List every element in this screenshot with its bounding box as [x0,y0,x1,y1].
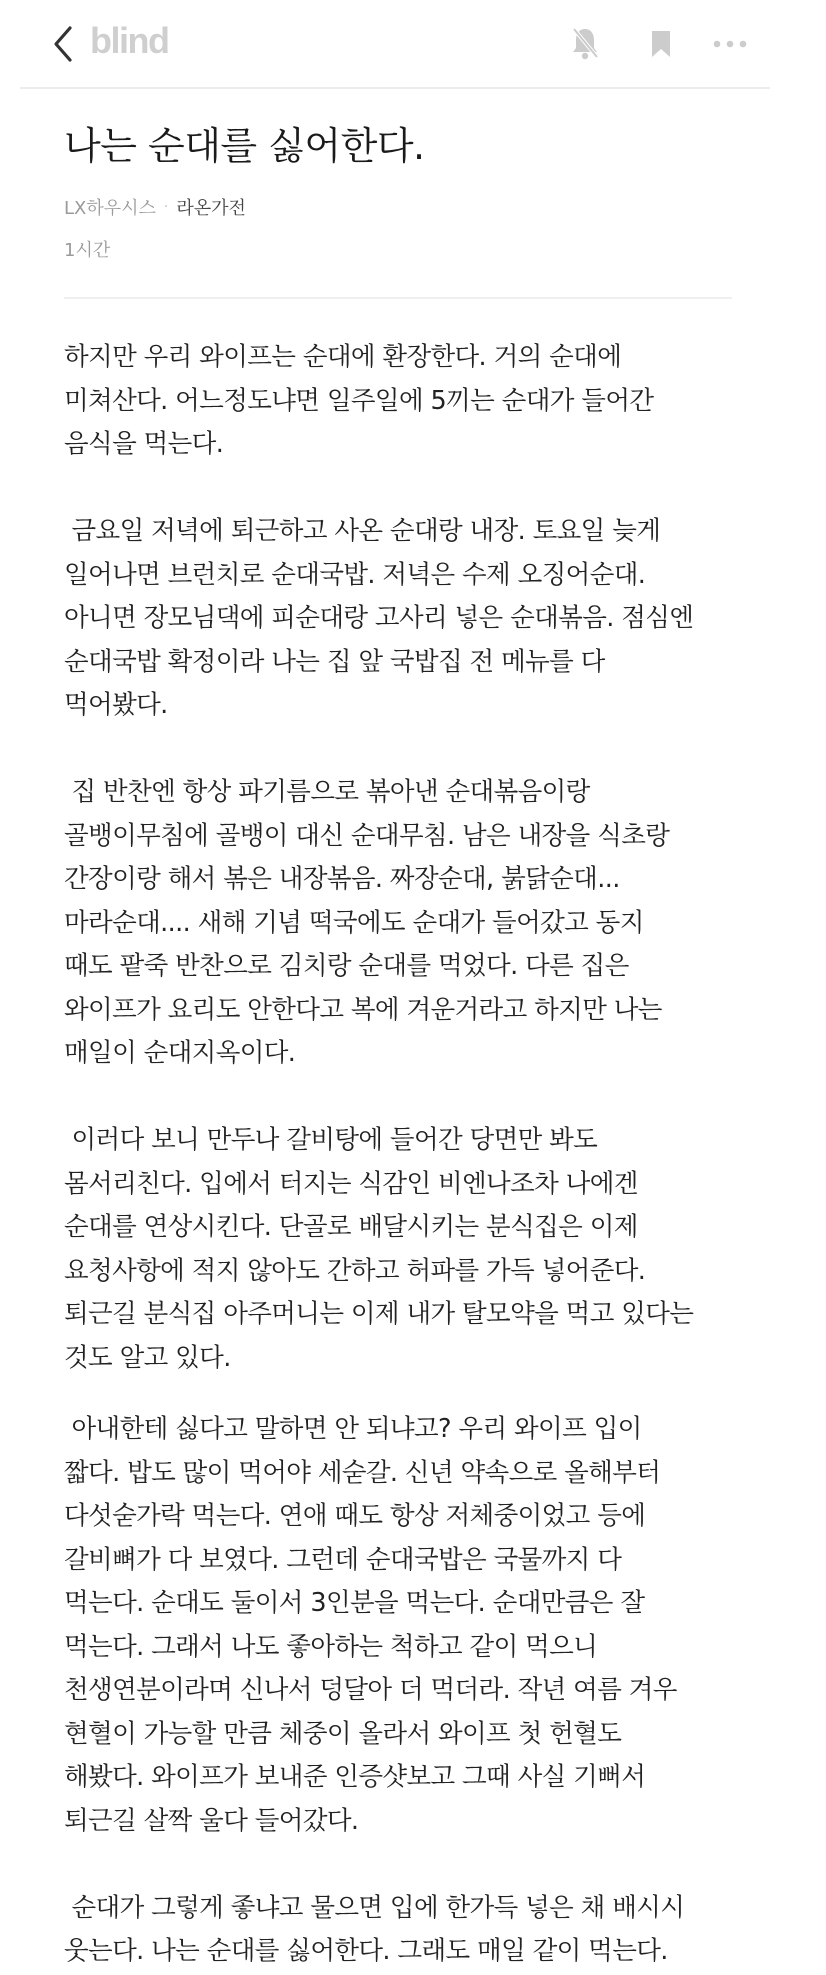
bell-off-icon [570,26,600,62]
text-line: 다섯숟가락 먹는다. 연애 때도 항상 저체중이었고 등에 [64,1501,646,1531]
text-line: 웃는다. 나는 순대를 싫어한다. 그래도 매일 같이 먹는다. [64,1936,668,1966]
post-paragraph [64,1408,764,1843]
text-line: 하지만 우리 와이프는 순대에 환장한다. 거의 순대에 [64,342,622,372]
text-line: 요청사항에 적지 않아도 간하고 허파를 가득 넣어준다. [64,1255,646,1286]
text-line: 매일이 순대지옥이다. [64,1038,296,1068]
text-line: 퇴근길 분식집 아주머니는 이제 내가 탈모약을 먹고 있다는 [64,1299,694,1329]
text-line: 이러다 보니 만두나 갈비탕에 들어간 당면만 봐도 [64,1125,598,1155]
more-horizontal-icon [712,39,748,49]
text-line: 해봤다. 와이프가 보내준 인증샷보고 그때 사실 기뻐서 [64,1762,646,1792]
text-line: 현혈이 가능할 만큼 체중이 올라서 와이프 첫 헌혈도 [64,1718,622,1749]
bookmark-button[interactable] [646,24,676,64]
post-paragraph [64,510,764,728]
header-divider [20,87,770,89]
post-author-meta [64,194,246,220]
text-line: 일어나면 브런치로 순대국밥. 저녁은 수제 오징어순대. [64,559,646,590]
text-line: 순대를 연상시킨다. 단골로 배달시키는 분식집은 이제 [64,1212,638,1242]
text-line: 순대가 그렇게 좋냐고 물으면 입에 한가득 넣은 채 배시시 [64,1892,685,1923]
text-line: 음식을 먹는다. [64,429,224,459]
post-timestamp: 1시간 [64,240,111,261]
text-line: 천생연분이라며 신나서 덩달아 더 먹더라. 작년 여름 겨우 [64,1675,677,1705]
post-paragraph [64,771,764,1076]
text-line: 금요일 저녁에 퇴근하고 사온 순대랑 내장. 토요일 늦게 [64,516,661,546]
text-line: 아니면 장모님댁에 피순대랑 고사리 넣은 순대볶음. 점심엔 [64,603,694,633]
text-line: 와이프가 요리도 안한다고 복에 겨운거라고 하지만 나는 [64,994,662,1025]
more-options-button[interactable] [708,24,752,64]
post-paragraph [64,336,764,467]
notifications-off-button[interactable] [568,24,602,64]
text-line: 먹어봤다. [64,690,168,720]
text-line: 짧다. 밥도 많이 먹어야 세숟갈. 신년 약속으로 올해부터 [64,1457,661,1488]
top-app-bar [0,0,826,89]
post-body [64,336,764,1975]
bookmark-icon [650,29,672,59]
text-line: 골뱅이무침에 골뱅이 대신 순대무침. 남은 내장을 식초랑 [64,820,670,851]
post-paragraph [64,1119,764,1380]
text-line: 먹는다. 그래서 나도 좋아하는 척하고 같이 먹으니 [64,1631,598,1662]
text-line: 퇴근길 살짝 울다 들어갔다. [64,1805,359,1836]
text-line: 간장이랑 해서 볶은 내장볶음. 짜장순대, 붉닭순대... [64,864,620,894]
text-line: 집 반찬엔 항상 파기름으로 볶아낸 순대볶음이랑 [64,777,590,807]
author-company[interactable]: LX하우시스 [64,198,156,219]
blind-logo[interactable]: blind [90,20,169,61]
text-line: 갈비뼈가 다 보였다. 그런데 순대국밥은 국물까지 다 [64,1544,622,1575]
text-line: 순대국밥 확정이라 나는 집 앞 국밥집 전 메뉴를 다 [64,646,605,677]
author-nickname[interactable]: 라온가전 [176,198,246,219]
meta-separator: · [163,199,169,215]
content-divider [64,297,732,299]
post-paragraph [64,1887,764,1974]
post-title: 나는 순대를 싫어한다. [64,124,425,168]
text-line: 것도 알고 있다. [64,1342,231,1373]
text-line: 몸서리친다. 입에서 터지는 식감인 비엔나조차 나에겐 [64,1168,638,1199]
text-line: 마라순대.... 새해 기념 떡국에도 순대가 들어갔고 동지 [64,907,644,938]
text-line: 미쳐산다. 어느정도냐면 일주일에 5끼는 순대가 들어간 [64,385,654,416]
back-button[interactable] [48,22,82,66]
text-line: 아내한테 싫다고 말하면 안 되냐고? 우리 와이프 입이 [64,1414,642,1444]
chevron-left-icon [48,22,82,66]
text-line: 먹는다. 순대도 둘이서 3인분을 먹는다. 순대만큼은 잘 [64,1588,645,1618]
text-line: 때도 팥죽 반찬으로 김치랑 순대를 먹었다. 다른 집은 [64,951,629,981]
